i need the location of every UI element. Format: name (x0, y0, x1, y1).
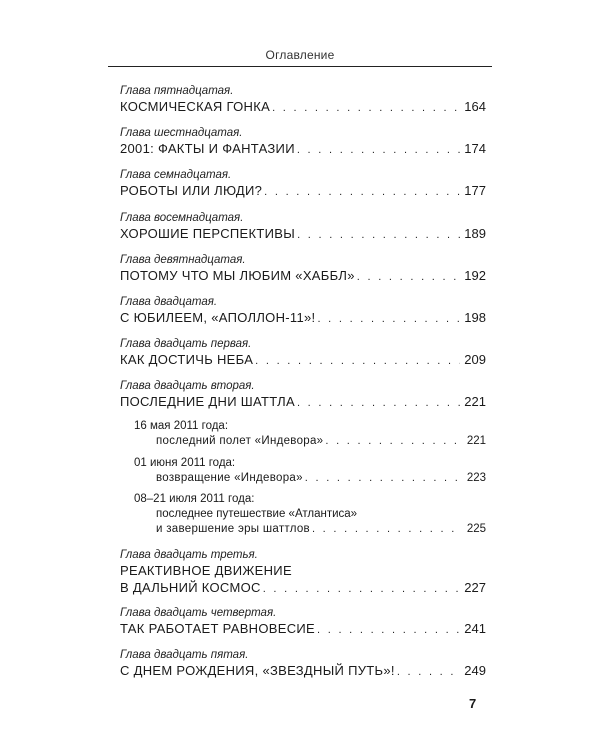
chapter-title: ПОТОМУ ЧТО МЫ ЛЮБИМ «ХАББЛ» (120, 268, 355, 283)
chapter-label: Глава двадцать первая. (120, 338, 252, 350)
leader-dots (264, 184, 460, 201)
chapter-title-line (120, 351, 486, 370)
header-rule (108, 66, 492, 67)
leader-dots (317, 311, 460, 328)
chapter-label: Глава двадцать вторая. (120, 380, 255, 392)
page-ref: 225 (466, 523, 486, 535)
chapter-title: КОСМИЧЕСКАЯ ГОНКА (120, 99, 271, 114)
toc-subentry-3 (134, 492, 486, 537)
chapter-title: РОБОТЫ ИЛИ ЛЮДИ? (120, 183, 263, 198)
chapter-title-line1 (120, 562, 486, 579)
leader-dots (297, 395, 460, 412)
leader-dots (297, 227, 460, 244)
chapter-title: С ДНЕМ РОЖДЕНИЯ, «ЗВЕЗДНЫЙ ПУТЬ»! (120, 663, 395, 678)
chapter-label: Глава двадцать третья. (120, 549, 258, 561)
chapter-label: Глава шестнадцатая. (120, 127, 243, 139)
subentry-title: последний полет «Индевора» (156, 435, 324, 447)
chapter-title-line (120, 309, 486, 328)
subentry-title: и завершение эры шаттлов (156, 523, 310, 535)
leader-dots (263, 581, 461, 598)
page-number: 7 (469, 696, 477, 711)
subentry-line (134, 434, 486, 449)
toc-entry-ch23 (120, 548, 486, 598)
toc-entry-ch24 (120, 606, 486, 639)
toc-entry-ch21 (120, 337, 486, 370)
leader-dots (305, 471, 463, 486)
page-ref: 223 (466, 472, 486, 484)
chapter-label: Глава двадцать пятая. (120, 649, 249, 661)
page-ref: 221 (466, 435, 486, 447)
chapter-label: Глава семнадцатая. (120, 169, 232, 181)
leader-dots (272, 100, 460, 117)
page-ref: 177 (464, 183, 486, 198)
chapter-title-line (120, 182, 486, 201)
page-ref: 198 (464, 310, 486, 325)
chapter-label: Глава двадцатая. (120, 296, 218, 308)
toc-entry-ch20 (120, 295, 486, 328)
leader-dots (357, 269, 461, 286)
chapter-label: Глава двадцать четвертая. (120, 607, 277, 619)
subentry-date: 16 мая 2011 года: (134, 420, 229, 432)
subentry-date: 01 июня 2011 года: (134, 457, 236, 469)
toc-subentry-2 (134, 456, 486, 486)
toc-entry-ch19 (120, 253, 486, 286)
subentry-title: возвращение «Индевора» (156, 472, 303, 484)
toc-subentry-1 (134, 419, 486, 449)
chapter-title: ХОРОШИЕ ПЕРСПЕКТИВЫ (120, 226, 296, 241)
chapter-title-line (120, 579, 486, 598)
subentry-title-line1: последнее путешествие «Атлантиса» (156, 508, 358, 520)
chapter-title: ТАК РАБОТАЕТ РАВНОВЕСИЕ (120, 621, 316, 636)
page-ref: 249 (464, 663, 486, 678)
toc-entry-ch25 (120, 648, 486, 681)
chapter-title: В ДАЛЬНИЙ КОСМОС (120, 580, 261, 595)
toc-entry-ch22 (120, 379, 486, 412)
subentry-date: 08–21 июля 2011 года: (134, 493, 255, 505)
chapter-title-line (120, 662, 486, 681)
toc-entry-ch16 (120, 126, 486, 159)
running-header: Оглавление (265, 48, 335, 62)
chapter-title-line (120, 225, 486, 244)
leader-dots (255, 353, 460, 370)
chapter-title: КАК ДОСТИЧЬ НЕБА (120, 352, 254, 367)
page-ref: 189 (464, 226, 486, 241)
leader-dots (312, 522, 463, 537)
chapter-title: ПОСЛЕДНИЕ ДНИ ШАТТЛА (120, 394, 295, 409)
chapter-label: Глава восемнадцатая. (120, 212, 244, 224)
chapter-title-line (120, 98, 486, 117)
leader-dots (297, 142, 460, 159)
chapter-title-part1: РЕАКТИВНОЕ ДВИЖЕНИЕ (120, 563, 292, 578)
chapter-label: Глава девятнадцатая. (120, 254, 246, 266)
chapter-title: 2001: ФАКТЫ И ФАНТАЗИИ (120, 141, 295, 156)
chapter-title-line (120, 140, 486, 159)
subentry-line (134, 471, 486, 486)
leader-dots (325, 434, 462, 449)
page-ref: 221 (464, 394, 486, 409)
chapter-title-line (120, 620, 486, 639)
page-ref: 174 (464, 141, 486, 156)
leader-dots (317, 622, 460, 639)
page-ref: 192 (464, 268, 486, 283)
chapter-title: С ЮБИЛЕЕМ, «АПОЛЛОН-11»! (120, 310, 316, 325)
page-ref: 164 (464, 99, 486, 114)
subentry-line (134, 522, 486, 537)
chapter-label: Глава пятнадцатая. (120, 85, 234, 97)
page-ref: 209 (464, 352, 486, 367)
chapter-title-line (120, 267, 486, 286)
toc-entry-ch18 (120, 211, 486, 244)
toc-entry-ch15 (120, 84, 486, 117)
toc-entry-ch17 (120, 168, 486, 201)
page-ref: 227 (464, 580, 486, 595)
leader-dots (397, 664, 460, 681)
page-ref: 241 (464, 621, 486, 636)
chapter-title-line (120, 393, 486, 412)
